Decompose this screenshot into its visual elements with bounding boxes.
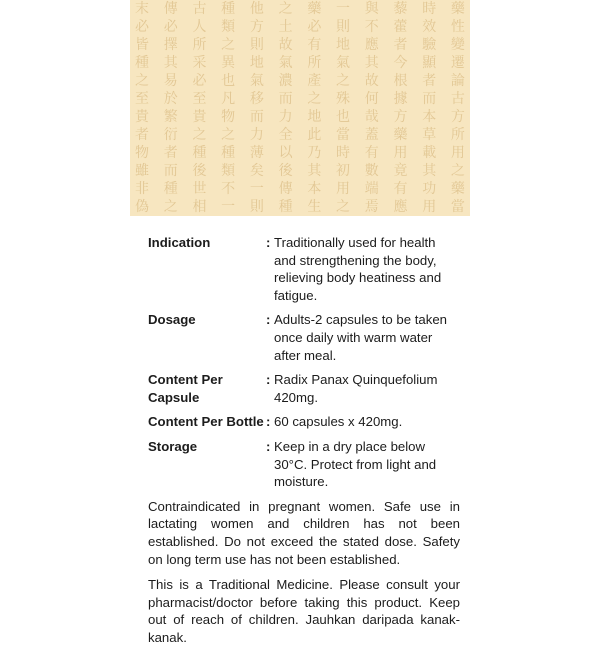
warning-paragraph: Contraindicated in pregnant women. Safe use in lactating women and children has not been established. Do not exceed the stated dose. Safety on long term use has not been established. [148,498,460,567]
calligraphy-column: 古人所采必至貴之種後世相 [192,1,207,215]
content-per-capsule-row [148,371,460,406]
content-per-capsule-colon: : [266,372,271,388]
storage-label: Storage [148,438,198,454]
calligraphy-column: 與不應其故何哉蓋有數端焉 [364,1,379,215]
indication-colon: : [266,235,271,250]
calligraphy-column: 他方則地氣移而力薄矣一則 [249,1,264,215]
calligraphy-column: 藥性變遷論古方所用之藥當 [450,1,465,215]
calligraphy-column: 藥必有所產之地此乃其本生 [307,1,322,215]
calligraphy-column: 傳必擇其易於繁衍者而種之 [163,1,178,215]
storage-colon: : [266,438,271,454]
dosage-value: Adults-2 capsules to be taken once daily with warm water after meal. [274,312,448,363]
indication-row [148,234,460,304]
calligraphy-column: 時效驗顯者而本草載其功用 [422,1,437,215]
content-per-bottle-colon: : [266,414,271,430]
content-per-bottle-label: Content Per Bottle [148,414,264,430]
calligraphy-column: 藜藿者今根據方藥用竟有應 [393,1,408,215]
dosage-label: Dosage [148,312,196,328]
calligraphy-column: 一則地氣之殊也當時初用之 [336,1,351,215]
storage-value: Keep in a dry place below 30°C. Protect from light and moisture. [274,438,437,490]
label-content [148,234,460,654]
indication-label: Indication [148,235,211,250]
notice-paragraph: This is a Traditional Medicine. Please consult your pharmacist/doctor before taking this product. Keep out of reach of children. Jauhkan daripada kanak-kanak. [148,577,460,645]
indication-value: Traditionally used for health and strengthening the body, relieving body heatiness and fatigue. [274,235,442,303]
dosage-row [148,311,460,364]
content-per-bottle-value: 60 capsules x 420mg. [274,414,403,430]
content-per-capsule-label: Content Per Capsule [148,372,223,405]
calligraphy-banner [130,0,470,216]
content-per-capsule-value: Radix Panax Quinquefolium 420mg. [274,372,438,405]
product-label-panel [130,0,470,645]
calligraphy-column: 種類之異也凡物之種類不一 [221,1,236,215]
calligraphy-column: 末必皆種之至貴者物雖非偽 [135,1,149,215]
storage-row [148,438,460,491]
calligraphy-columns [130,0,470,216]
dosage-colon: : [266,312,271,328]
calligraphy-column: 之土故氣濃而力全以後傳種 [278,1,293,215]
content-per-bottle-row [148,413,460,431]
